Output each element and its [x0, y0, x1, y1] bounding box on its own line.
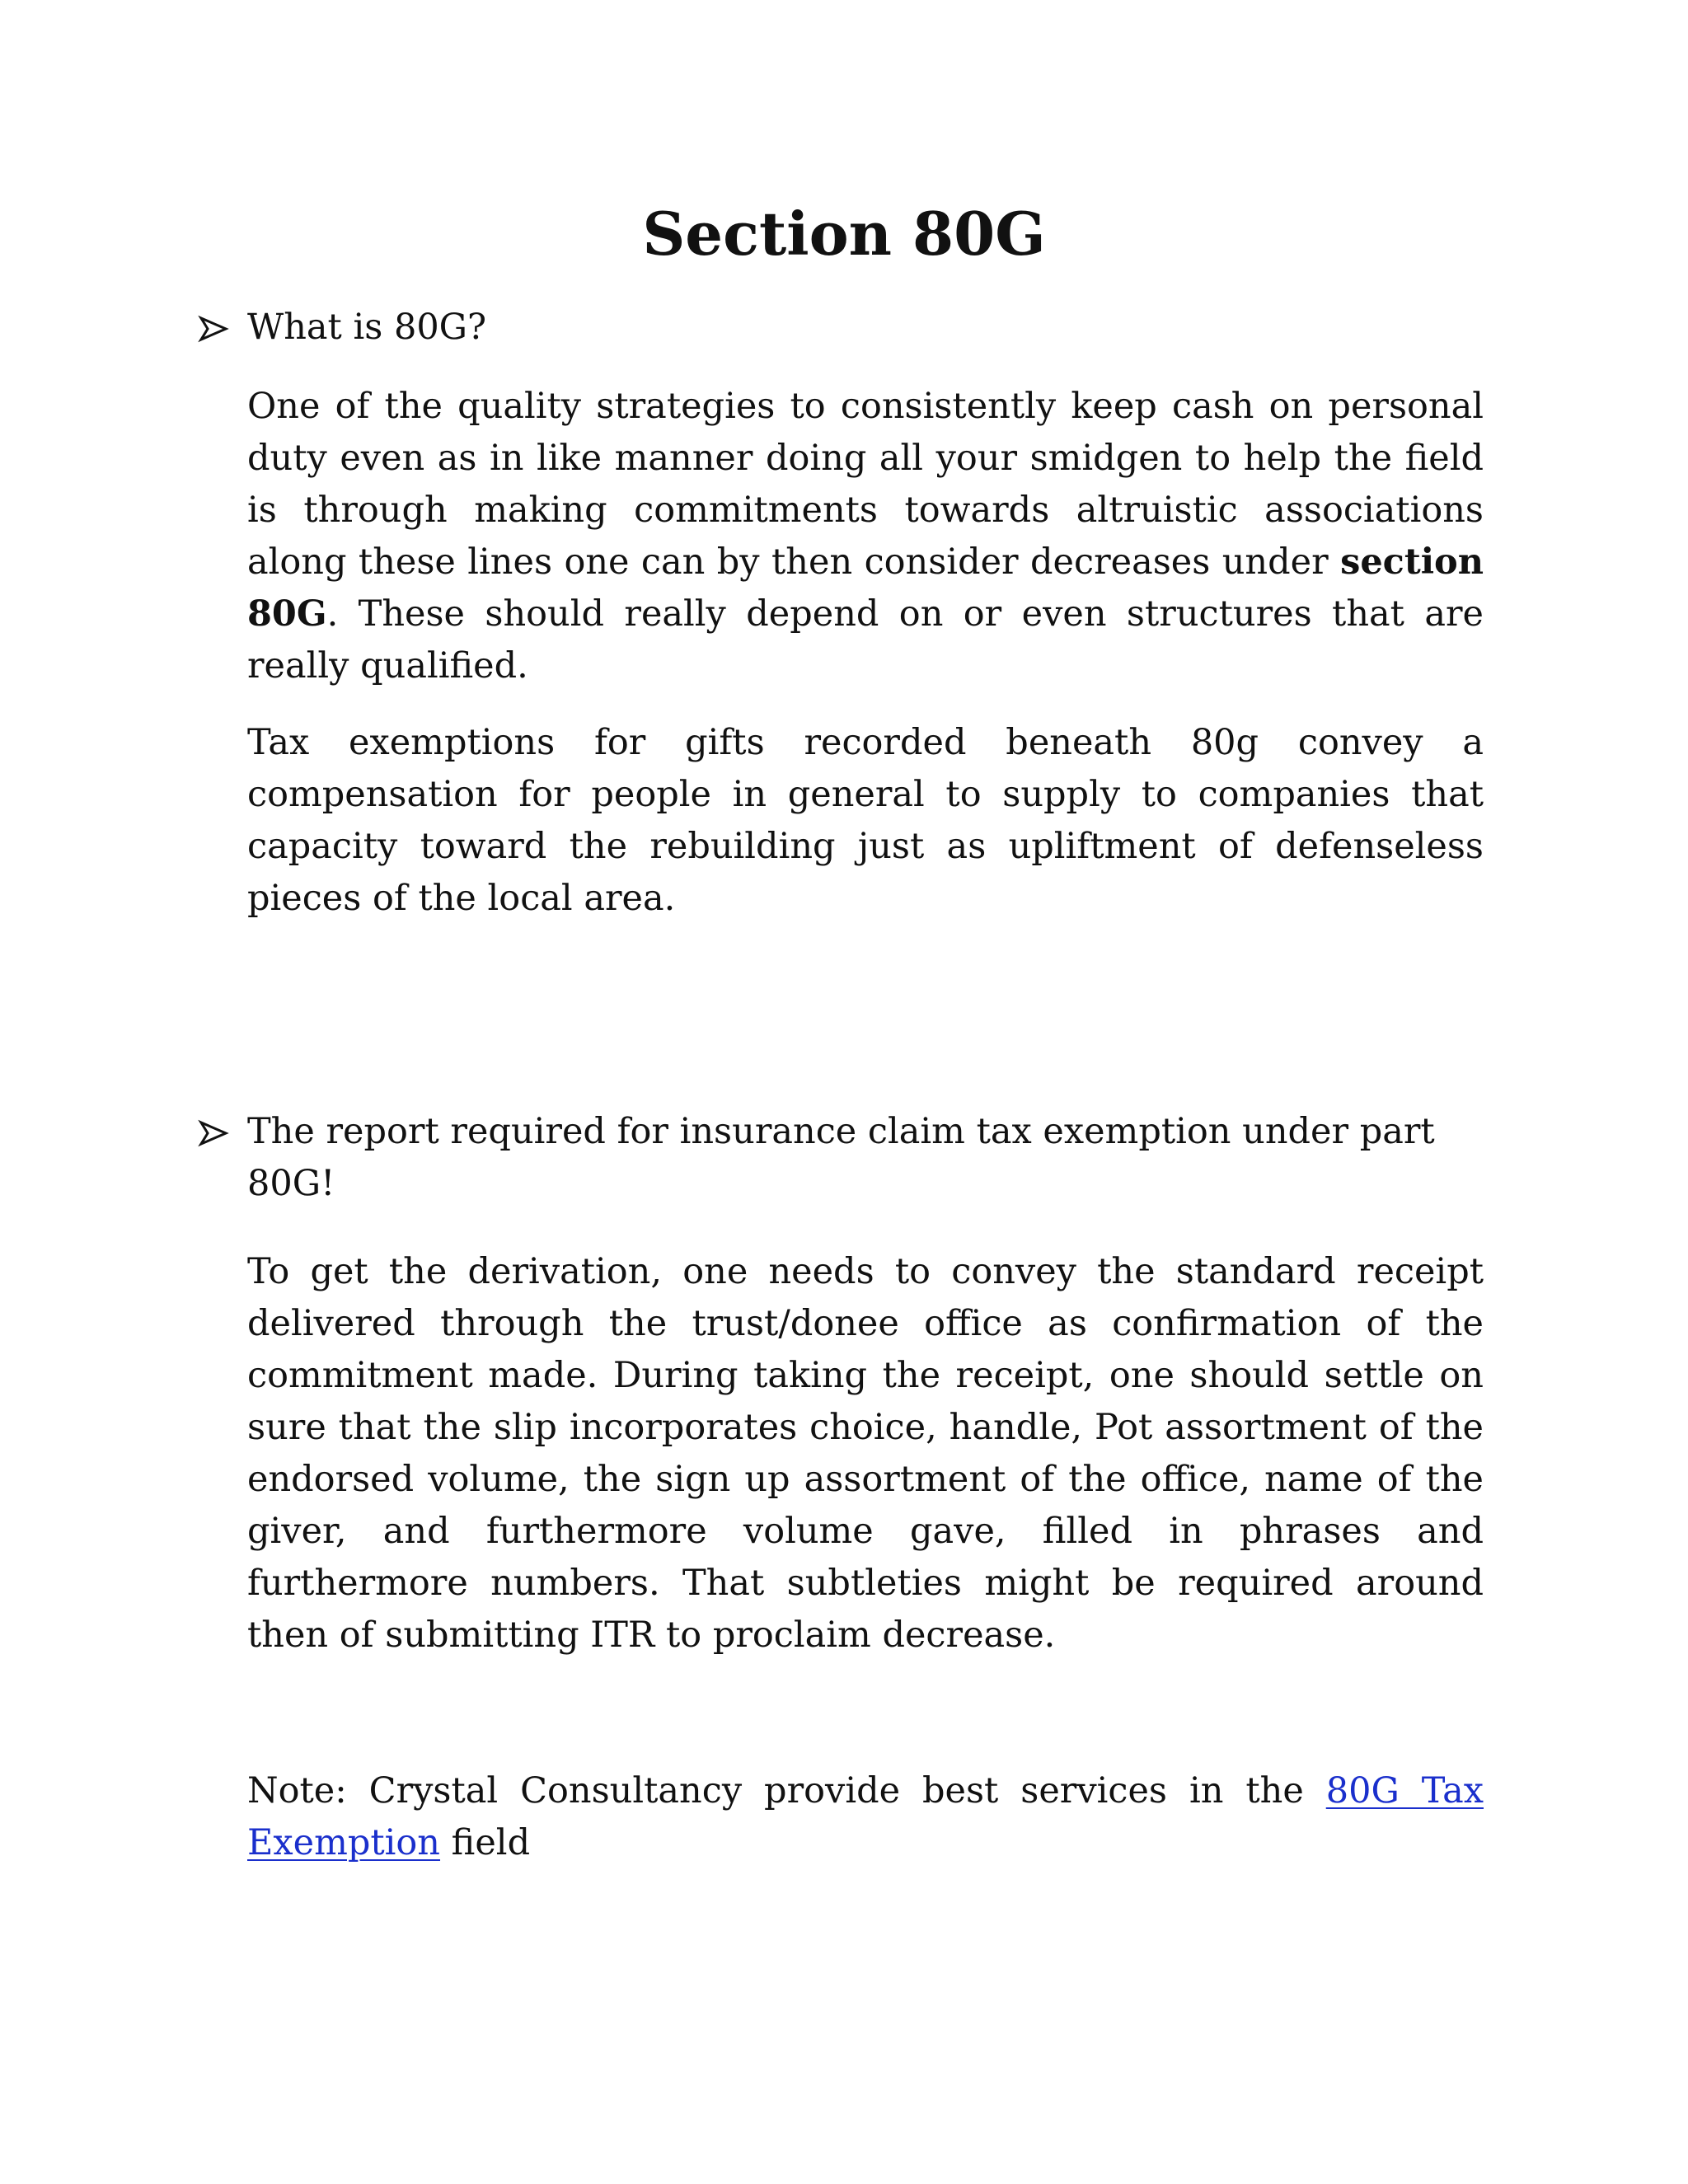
- section1-para1-text-start: One of the quality strategies to consistently keep cash on personal duty even as in like manner doing all your smidgen to help the field is through making commitments towards altruistic associations along these lines one can by then consider decreases under: [247, 386, 1484, 583]
- section2-heading: The report required for insurance claim tax exemption under part 80G!: [247, 1111, 1435, 1204]
- section1-para1-text-end: . These should really depend on or even structures that are really qualified.: [247, 593, 1484, 687]
- section2-paragraph-1: To get the derivation, one needs to convey the standard receipt delivered through the trust/donee office as confirmation of the commitment made. During taking the receipt, one should settle on sure that the slip incorporates choice, handle, Pot assortment of the endorsed volume, the sign up assortment of the office, name of the giver, and furthermore volume gave, filled in phrases and furthermore numbers. That subtleties might be required around then of submitting ITR to proclaim decrease.: [247, 1251, 1484, 1656]
- arrowhead-bullet-icon: [198, 1106, 231, 1158]
- page-title: Section 80G: [642, 199, 1046, 269]
- section1-paragraph-1: [247, 381, 1484, 692]
- note-prefix: Note: Crystal Consultancy provide best services in the: [247, 1770, 1326, 1811]
- bullet-item-what-is-80g: [198, 302, 1484, 354]
- note-suffix: field: [440, 1822, 531, 1863]
- section1-paragraph-2: Tax exemptions for gifts recorded beneath 80g convey a compensation for people in general to supply to companies that capacity toward the rebuilding just as upliftment of defenseless pieces of the local area.: [247, 722, 1484, 919]
- section1-heading: What is 80G?: [247, 307, 487, 348]
- bullet-item-report-required: [198, 1106, 1484, 1210]
- section1-para1-bold: section 80G: [247, 541, 1484, 635]
- note-paragraph: [247, 1765, 1484, 1869]
- arrowhead-bullet-icon: [198, 302, 231, 354]
- 80g-tax-exemption-link[interactable]: 80G Tax Exemption: [247, 1770, 1484, 1863]
